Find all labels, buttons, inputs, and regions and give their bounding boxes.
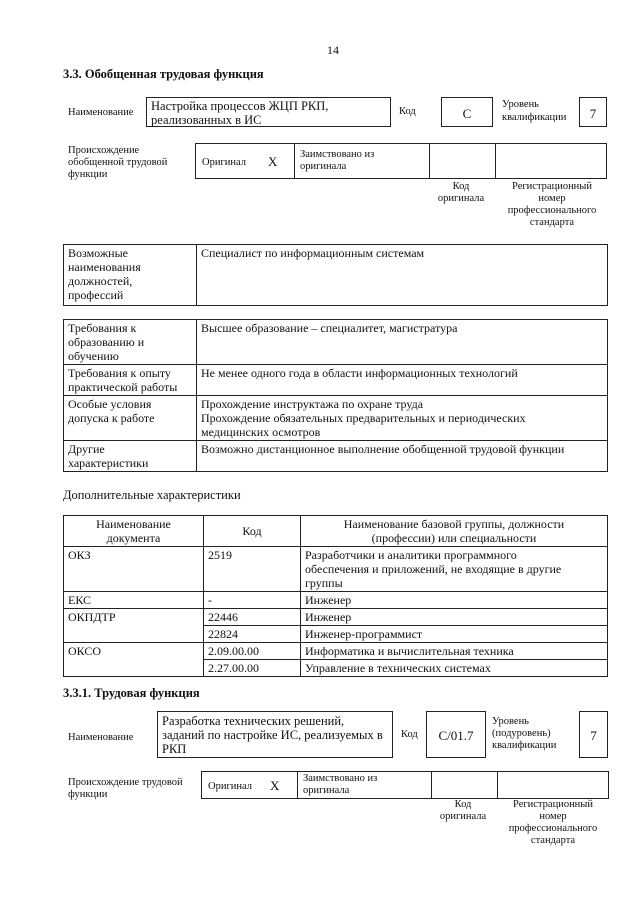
table-row — [64, 396, 608, 441]
positions-value: Специалист по информационным системам — [197, 245, 608, 306]
section2-origin-label-line2: функции — [68, 789, 108, 800]
section2-borrowed-line2: оригинала — [303, 785, 350, 796]
registration-line1: Регистрационный — [512, 181, 592, 192]
origin-label-line1: Происхождение — [68, 145, 140, 156]
original-mark: X — [268, 154, 278, 169]
section2-registration-line2: номер — [539, 811, 567, 822]
code-value-box — [441, 97, 493, 127]
col-header-name — [301, 516, 608, 547]
code-label: Код — [399, 106, 416, 117]
col-header-name-line2: (профессии) или специальности — [371, 531, 537, 545]
borrowed-label-line2: оригинала — [300, 161, 347, 172]
table-row — [64, 592, 608, 609]
education-label-line2: образованию и — [68, 335, 145, 349]
experience-value: Не менее одного года в области информационных технологий — [197, 365, 608, 396]
section2-code-original-caption — [430, 799, 496, 823]
registration-line3: профессионального — [507, 205, 597, 216]
section2-name-line2: заданий по настройке ИС, реализуемых в — [162, 728, 383, 742]
section2-title: 3.3.1. Трудовая функция — [63, 686, 200, 700]
col-header-code: Код — [204, 516, 301, 547]
divider — [294, 144, 295, 178]
registration-line2: номер — [538, 193, 566, 204]
borrowed-label-line1: Заимствовано из — [300, 149, 375, 160]
level-value: 7 — [589, 106, 597, 121]
col-header-document-line2: документа — [106, 531, 161, 545]
code-value: C — [462, 106, 472, 121]
experience-label — [64, 365, 197, 396]
section2-level-label-line1: Уровень — [492, 716, 529, 727]
section2-name-line3: РКП — [162, 742, 187, 756]
okso-cell: ОКСО — [64, 643, 204, 677]
original-label: Оригинал — [202, 157, 246, 168]
name-label: Наименование — [68, 107, 134, 118]
okpdtr-code-2: 22824 — [204, 626, 301, 643]
level-label-line2: квалификации — [502, 112, 567, 123]
section2-name-value-box — [157, 711, 393, 758]
okpdtr-name-2: Инженер-программист — [301, 626, 608, 643]
origin-label-line2: обобщенной трудовой — [68, 157, 168, 168]
registration-line4: стандарта — [529, 217, 575, 228]
col-header-document — [64, 516, 204, 547]
code-original-line1: Код — [452, 181, 470, 192]
code-original-line2: оригинала — [437, 193, 485, 204]
special-label-line2: допуска к работе — [68, 411, 155, 425]
positions-label-line2: наименования — [68, 260, 141, 274]
divider — [497, 772, 498, 798]
divider — [431, 772, 432, 798]
special-value-1: Прохождение инструктажа по охране труда — [201, 397, 424, 411]
experience-label-line2: практической работы — [68, 380, 178, 394]
code-original-caption — [428, 181, 494, 205]
okso-code-1: 2.09.00.00 — [204, 643, 301, 660]
education-value: Высшее образование – специалитет, магистратура — [197, 320, 608, 365]
education-label — [64, 320, 197, 365]
section2-original-label: Оригинал — [208, 781, 252, 792]
positions-table — [63, 244, 608, 306]
requirements-table — [63, 319, 608, 472]
level-value-box — [579, 97, 607, 127]
table-row — [64, 516, 608, 547]
additional-table — [63, 515, 608, 677]
okz-name-2: обеспечения и приложений, не входящие в другие — [305, 562, 562, 576]
okso-name-1: Информатика и вычислительная техника — [301, 643, 608, 660]
divider — [297, 772, 298, 798]
section2-code-label: Код — [401, 729, 418, 740]
eks-code: - — [204, 592, 301, 609]
section2-registration-line4: стандарта — [530, 835, 576, 846]
experience-label-line1: Требования к опыту — [68, 366, 171, 380]
table-row — [64, 547, 608, 592]
okz-name-1: Разработчики и аналитики программного — [305, 548, 517, 562]
special-value-2a: Прохождение обязательных предварительных и периодических — [201, 411, 526, 425]
table-row — [64, 609, 608, 626]
table-row — [64, 320, 608, 365]
name-value-box — [146, 97, 391, 127]
registration-caption — [496, 181, 608, 229]
other-label-line2: характеристики — [68, 456, 149, 470]
okso-code-2: 2.27.00.00 — [204, 660, 301, 677]
other-label-line1: Другие — [68, 442, 105, 456]
section2-code-box — [426, 711, 486, 758]
table-row — [64, 365, 608, 396]
positions-label — [64, 245, 197, 306]
section2-borrowed-line1: Заимствовано из — [303, 773, 378, 784]
section2-code-value: C/01.7 — [438, 728, 474, 743]
okpdtr-code-1: 22446 — [204, 609, 301, 626]
special-label — [64, 396, 197, 441]
section2-name-line1: Разработка технических решений, — [162, 714, 345, 728]
section2-origin-box — [201, 771, 609, 799]
section2-level-label-line3: квалификации — [492, 740, 557, 751]
other-label — [64, 441, 197, 472]
section2-code-original-line1: Код — [454, 799, 472, 810]
special-value-2b: медицинских осмотров — [201, 425, 321, 439]
okso-name-2: Управление в технических системах — [301, 660, 608, 677]
section-title: 3.3. Обобщенная трудовая функция — [63, 67, 264, 81]
okz-cell: ОКЗ — [64, 547, 204, 592]
origin-box — [195, 143, 607, 179]
okz-name-3: группы — [305, 576, 343, 590]
additional-title: Дополнительные характеристики — [63, 488, 241, 502]
section2-registration-line1: Регистрационный — [513, 799, 593, 810]
section2-origin-label-line1: Происхождение трудовой — [68, 777, 183, 788]
page-number: 14 — [327, 43, 339, 57]
education-label-line3: обучению — [68, 349, 119, 363]
section2-name-label: Наименование — [68, 732, 134, 743]
section2-level-value: 7 — [590, 728, 597, 743]
section2-registration-caption — [497, 799, 609, 847]
section2-original-mark: X — [270, 778, 280, 793]
section2-level-label-line2: (подуровень) — [492, 728, 551, 739]
col-header-name-line1: Наименование базовой группы, должности — [343, 517, 565, 531]
special-label-line1: Особые условия — [68, 397, 152, 411]
section2-registration-line3: профессионального — [508, 823, 598, 834]
table-row — [64, 245, 608, 306]
education-label-line1: Требования к — [68, 321, 137, 335]
positions-label-line1: Возможные — [68, 246, 128, 260]
divider — [495, 144, 496, 178]
okpdtr-cell: ОКПДТР — [64, 609, 204, 643]
origin-label-line3: функции — [68, 169, 108, 180]
table-row — [64, 643, 608, 660]
positions-label-line3: должностей, — [68, 274, 133, 288]
divider — [429, 144, 430, 178]
table-row — [64, 441, 608, 472]
section2-level-box — [579, 711, 608, 758]
positions-label-line4: профессий — [68, 288, 124, 302]
section2-code-original-line2: оригинала — [439, 811, 487, 822]
okpdtr-name-1: Инженер — [301, 609, 608, 626]
name-value-line1: Настройка процессов ЖЦП РКП, — [151, 99, 329, 113]
level-label-line1: Уровень — [502, 99, 539, 110]
name-value-line2: реализованных в ИС — [151, 113, 262, 127]
okz-name — [301, 547, 608, 592]
okz-code: 2519 — [204, 547, 301, 592]
eks-cell: ЕКС — [64, 592, 204, 609]
special-value — [197, 396, 608, 441]
other-value: Возможно дистанционное выполнение обобщенной трудовой функции — [197, 441, 608, 472]
col-header-document-line1: Наименование — [96, 517, 171, 531]
eks-name: Инженер — [301, 592, 608, 609]
